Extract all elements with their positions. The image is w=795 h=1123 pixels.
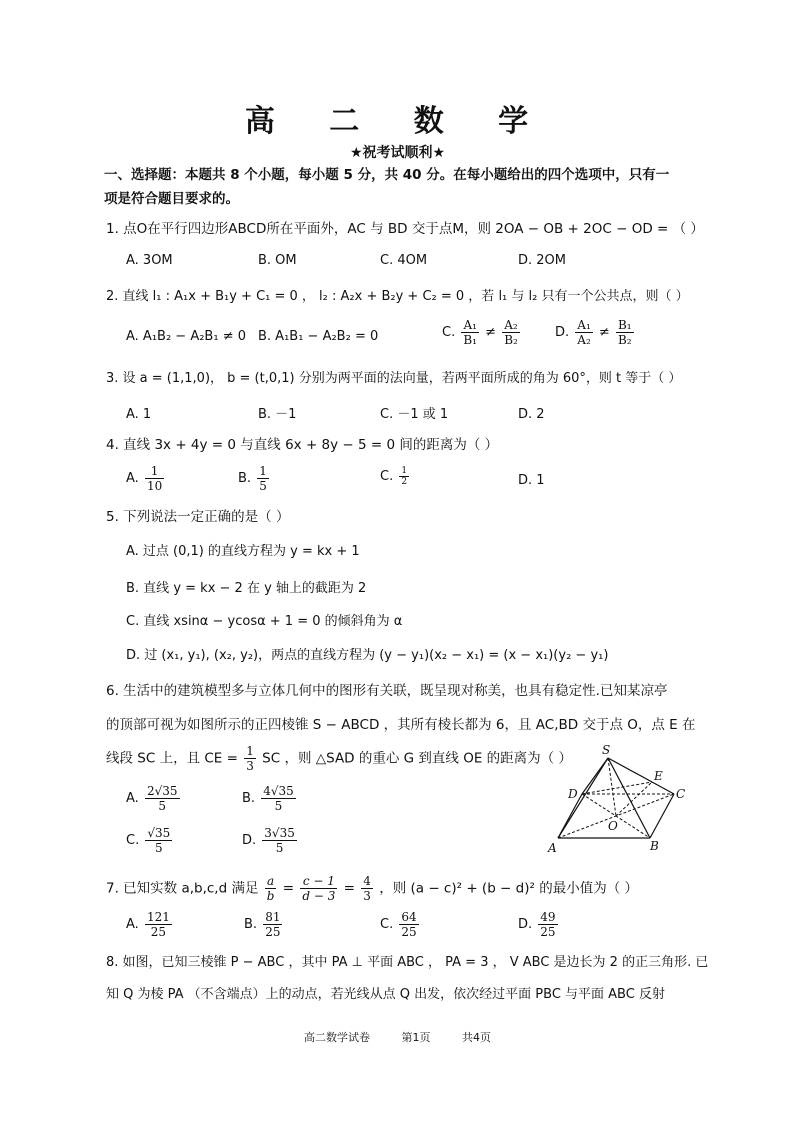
- q7-frac3: [361, 874, 373, 903]
- q4-c-frac: [399, 466, 409, 487]
- label-d: D: [568, 787, 578, 801]
- q6-line3-a: 线段 SC 上，且 CE =: [106, 750, 238, 767]
- q2-d-num1: A₁: [577, 318, 591, 332]
- q6-option-b: [242, 784, 298, 813]
- q4-a-den: 10: [146, 479, 163, 493]
- q7-b-den: 25: [265, 925, 281, 939]
- pyramid-figure: [540, 742, 700, 858]
- q2-option-b: B. A₁B₁ − A₂B₂ = 0: [258, 329, 379, 344]
- q2-option-d-label: D.: [555, 325, 570, 340]
- q7-frac1: [265, 874, 277, 903]
- q2-d-frac2: [616, 318, 634, 347]
- q6-line3: [106, 744, 572, 773]
- q2-c-frac2: [502, 318, 520, 347]
- q4-a-frac: [145, 464, 164, 493]
- q2-c-den1: B₁: [463, 333, 477, 347]
- q6-option-b-label: B.: [242, 791, 256, 806]
- edge-bc: [650, 794, 674, 838]
- q6-option-d-label: D.: [242, 833, 257, 848]
- q4-c-den: 2: [401, 477, 408, 487]
- q2-stem: 2. 直线 l₁ : A₁x + B₁y + C₁ = 0 ， l₂ : A₂x + B₂y + C₂ = 0 ，若 l₁ 与 l₂ 只有一个公共点，则（ ）: [106, 289, 689, 304]
- q5-option-d: D. 过 (x₁, y₁), (x₂, y₂)，两点的直线方程为 (y − y₁)(x₂ − x₁) = (x − x₁)(y₂ − y₁): [126, 648, 609, 663]
- q1-option-a: A. 3OM: [126, 253, 173, 268]
- q7-option-b-label: B.: [244, 917, 258, 932]
- q7-option-b: [244, 910, 284, 939]
- q2-d-den1: A₂: [577, 333, 591, 347]
- q6-b-num: 4√35: [263, 784, 294, 798]
- q7-stem: [106, 874, 638, 903]
- q6-line2: 的顶部可视为如图所示的正四棱锥 S − ABCD ，其所有棱长都为 6，且 AC,BD 交于点 O，点 E 在: [106, 717, 696, 733]
- q7-frac2: [300, 874, 337, 903]
- seg-oe-dashed: [616, 782, 652, 816]
- q6-frac: [244, 744, 256, 773]
- q7-b-num: 81: [265, 910, 281, 924]
- q6-a-num: 2√35: [146, 784, 178, 798]
- q3-option-b: B. －1: [258, 407, 297, 422]
- q4-b-num: 1: [259, 464, 267, 478]
- q4-option-b-label: B.: [238, 471, 252, 486]
- q2-d-den2: B₂: [617, 333, 632, 347]
- label-b: B: [650, 839, 659, 853]
- label-s: S: [602, 743, 611, 757]
- q5-option-a: A. 过点 (0,1) 的直线方程为 y = kx + 1: [126, 544, 360, 559]
- q4-option-a-label: A.: [126, 471, 139, 486]
- q8-line1: 8. 如图，已知三棱锥 P − ABC ，其中 PA ⊥ 平面 ABC ， PA = 3 ， V ABC 是边长为 2 的正三角形. 已: [106, 955, 709, 970]
- q7-f2-num: c − 1: [300, 874, 337, 889]
- q7-option-a: [126, 910, 174, 939]
- q1-option-b: B. OM: [258, 253, 297, 268]
- q5-stem: 5. 下列说法一定正确的是（ ）: [106, 509, 290, 525]
- q2-c-rel: ≠: [485, 325, 497, 340]
- q5-option-c: C. 直线 xsinα − ycosα + 1 = 0 的倾斜角为 α: [126, 614, 403, 629]
- q2-d-rel: ≠: [598, 325, 610, 340]
- q6-line3-b: SC ，则 △SAD 的重心 G 到直线 OE 的距离为（ ）: [262, 750, 572, 767]
- q7-option-d: [518, 910, 560, 939]
- q4-option-c-label: C.: [380, 469, 394, 484]
- q4-stem: 4. 直线 3x + 4y = 0 与直线 6x + 8y − 5 = 0 间的距离为（ ）: [106, 437, 499, 453]
- q6-option-d: [242, 826, 299, 855]
- q7-c-num: 64: [401, 910, 417, 924]
- q6-d-den: 5: [275, 841, 284, 855]
- q6-d-num: 3√35: [264, 826, 295, 840]
- q2-option-c-label: C.: [442, 325, 456, 340]
- q3-option-d: D. 2: [518, 407, 545, 422]
- q7-f3-den: 3: [363, 889, 371, 903]
- q5-option-b: B. 直线 y = kx − 2 在 y 轴上的截距为 2: [126, 581, 367, 596]
- q6-frac-den: 3: [246, 759, 254, 773]
- q7-eq1: =: [282, 880, 295, 897]
- q4-b-den: 5: [259, 479, 267, 493]
- q2-d-num2: B₁: [617, 318, 632, 332]
- q6-option-c-label: C.: [126, 833, 140, 848]
- q6-option-c: [126, 826, 174, 855]
- q1-option-c: C. 4OM: [380, 253, 428, 268]
- q4-option-c: [380, 466, 411, 488]
- q7-b-frac: [263, 910, 282, 939]
- page-title: 高 二 数 学: [244, 104, 551, 139]
- q7-d-frac: [538, 910, 557, 939]
- q4-c-num: 1: [401, 466, 408, 476]
- label-c: C: [676, 787, 686, 801]
- q6-c-num: √35: [147, 826, 171, 840]
- q7-stem-a: 7. 已知实数 a,b,c,d 满足: [106, 880, 259, 897]
- q2-option-c: [442, 318, 522, 347]
- q7-eq2: =: [343, 880, 355, 897]
- q7-d-num: 49: [540, 910, 556, 924]
- q4-a-num: 1: [145, 464, 164, 479]
- q1-option-d: D. 2OM: [518, 253, 566, 268]
- q7-c-den: 25: [401, 925, 417, 939]
- q6-option-a-label: A.: [126, 791, 139, 806]
- q6-d-frac: [262, 826, 297, 855]
- q7-f2-den: d − 3: [302, 889, 336, 903]
- q6-a-frac: [145, 784, 180, 813]
- q7-c-frac: [399, 910, 418, 939]
- q6-c-den: 5: [155, 841, 163, 855]
- q2-c-num1: A₁: [461, 318, 479, 333]
- page-subtitle: ★祝考试顺利★: [349, 145, 446, 161]
- q2-option-a: A. A₁B₂ − A₂B₁ ≠ 0: [126, 329, 246, 344]
- label-e: E: [654, 769, 663, 783]
- q6-frac-num: 1: [246, 744, 254, 758]
- q7-a-num: 121: [146, 910, 170, 924]
- q6-option-a: [126, 784, 182, 813]
- q7-a-den: 25: [150, 925, 167, 939]
- q7-option-d-label: D.: [518, 917, 533, 932]
- q6-line1: 6. 生活中的建筑模型多与立体几何中的图形有关联，既呈现对称美，也具有稳定性.已知某凉亭: [106, 683, 668, 699]
- q4-option-a: [126, 464, 166, 493]
- q4-option-b: [238, 464, 271, 493]
- q7-d-den: 25: [540, 925, 556, 939]
- q7-option-c-label: C.: [380, 917, 394, 932]
- q7-option-a-label: A.: [126, 917, 139, 932]
- q6-b-frac: [261, 784, 296, 813]
- q7-option-c: [380, 910, 421, 939]
- section-heading-line2: 项是符合题目要求的。: [104, 191, 239, 207]
- q7-f1-den: b: [266, 889, 275, 903]
- q4-option-d: D. 1: [518, 473, 545, 488]
- footer-name: 高二数学试卷: [304, 1031, 370, 1044]
- page-footer: [0, 1029, 795, 1045]
- q2-option-d: [555, 318, 636, 347]
- q3-stem: 3. 设 a = (1,1,0)， b = (t,0,1) 分别为两平面的法向量，若两平面所成的角为 60°，则 t 等于（ ）: [106, 371, 682, 386]
- footer-page: 第1页: [401, 1031, 431, 1044]
- q2-d-frac1: [575, 318, 592, 347]
- label-a: A: [548, 841, 557, 855]
- label-o: O: [608, 819, 618, 833]
- footer-total: 共4页: [462, 1031, 491, 1044]
- q2-c-frac1: [461, 318, 479, 347]
- q7-stem-b: ，则 (a − c)² + (b − d)² 的最小值为（ ）: [379, 880, 638, 897]
- q7-a-frac: [145, 910, 172, 939]
- q2-c-den2: B₂: [504, 333, 518, 347]
- section-heading-line1: 一、选择题：本题共 8 个小题，每小题 5 分，共 40 分。在每小题给出的四个选项中，只有一: [104, 167, 670, 183]
- q4-b-frac: [257, 464, 269, 493]
- q3-option-a: A. 1: [126, 407, 152, 422]
- q1-stem: 1. 点O在平行四边形ABCD所在平面外，AC 与 BD 交于点M，则 2OA − OB + 2OC − OD = （ ）: [106, 221, 704, 237]
- q6-b-den: 5: [274, 799, 283, 813]
- q6-c-frac: [145, 826, 172, 855]
- q6-a-den: 5: [158, 799, 167, 813]
- q2-c-num2: A₂: [502, 318, 520, 333]
- q7-f1-num: a: [265, 874, 277, 889]
- q8-line2: 知 Q 为棱 PA （不含端点）上的动点，若光线从点 Q 出发，依次经过平面 PBC 与平面 ABC 反射: [106, 987, 665, 1002]
- q7-f3-num: 4: [363, 874, 371, 888]
- q3-option-c: C. －1 或 1: [380, 407, 449, 422]
- edge-sa: [558, 758, 608, 838]
- edge-sd: [582, 758, 608, 794]
